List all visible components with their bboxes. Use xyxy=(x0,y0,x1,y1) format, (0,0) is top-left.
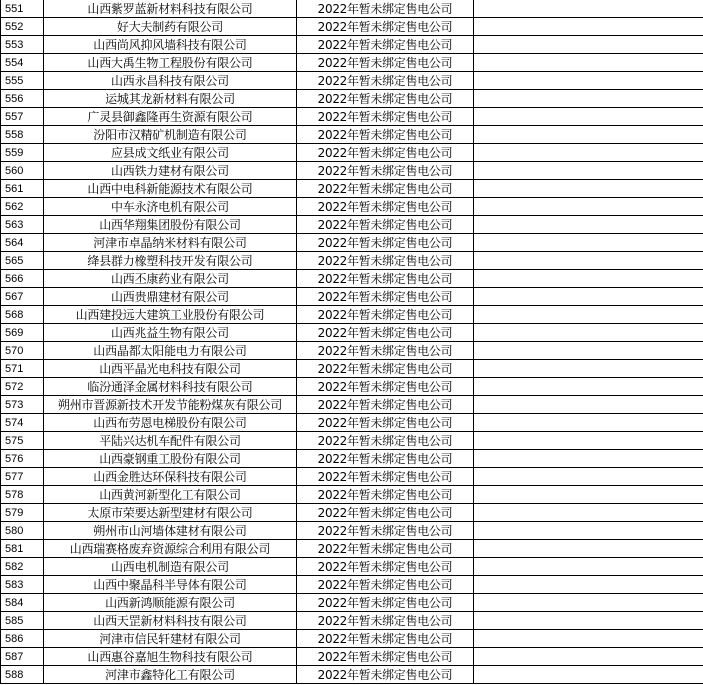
empty-cell xyxy=(474,342,703,360)
company-name-cell: 山西电机制造有限公司 xyxy=(44,558,297,576)
company-name-cell: 山西黄河新型化工有限公司 xyxy=(44,486,297,504)
row-number-cell: 555 xyxy=(1,72,44,90)
binding-status-cell: 2022年暂未绑定售电公司 xyxy=(297,108,474,126)
company-name-cell: 山西新鸿顺能源有限公司 xyxy=(44,594,297,612)
binding-status-cell: 2022年暂未绑定售电公司 xyxy=(297,504,474,522)
empty-cell xyxy=(474,72,703,90)
table-row xyxy=(1,432,703,450)
binding-status-cell: 2022年暂未绑定售电公司 xyxy=(297,252,474,270)
empty-cell xyxy=(474,126,703,144)
company-name-cell: 山西华翔集团股份有限公司 xyxy=(44,216,297,234)
row-number-cell: 559 xyxy=(1,144,44,162)
company-name-cell: 山西永昌科技有限公司 xyxy=(44,72,297,90)
table-row xyxy=(1,594,703,612)
table-row xyxy=(1,558,703,576)
binding-status-cell: 2022年暂未绑定售电公司 xyxy=(297,180,474,198)
table-row xyxy=(1,414,703,432)
company-name-cell: 应县成文纸业有限公司 xyxy=(44,144,297,162)
table-row xyxy=(1,72,703,90)
empty-cell xyxy=(474,90,703,108)
empty-cell xyxy=(474,450,703,468)
empty-cell xyxy=(474,324,703,342)
table-row xyxy=(1,216,703,234)
table-row xyxy=(1,90,703,108)
table-row xyxy=(1,270,703,288)
empty-cell xyxy=(474,18,703,36)
empty-cell xyxy=(474,360,703,378)
row-number-cell: 584 xyxy=(1,594,44,612)
row-number-cell: 552 xyxy=(1,18,44,36)
row-number-cell: 572 xyxy=(1,378,44,396)
binding-status-cell: 2022年暂未绑定售电公司 xyxy=(297,90,474,108)
company-name-cell: 中车永济电机有限公司 xyxy=(44,198,297,216)
company-name-cell: 朔州市山河墙体建材有限公司 xyxy=(44,522,297,540)
row-number-cell: 556 xyxy=(1,90,44,108)
binding-status-cell: 2022年暂未绑定售电公司 xyxy=(297,72,474,90)
company-name-cell: 山西紫罗蓝新材料科技有限公司 xyxy=(44,0,297,18)
row-number-cell: 569 xyxy=(1,324,44,342)
row-number-cell: 580 xyxy=(1,522,44,540)
table-row xyxy=(1,36,703,54)
company-name-cell: 好大夫制药有限公司 xyxy=(44,18,297,36)
binding-status-cell: 2022年暂未绑定售电公司 xyxy=(297,540,474,558)
empty-cell xyxy=(474,522,703,540)
binding-status-cell: 2022年暂未绑定售电公司 xyxy=(297,648,474,666)
binding-status-cell: 2022年暂未绑定售电公司 xyxy=(297,378,474,396)
row-number-cell: 551 xyxy=(1,0,44,18)
table-row xyxy=(1,486,703,504)
row-number-cell: 568 xyxy=(1,306,44,324)
binding-status-cell: 2022年暂未绑定售电公司 xyxy=(297,306,474,324)
company-name-cell: 山西金胜达环保科技有限公司 xyxy=(44,468,297,486)
company-name-cell: 山西布劳恩电梯股份有限公司 xyxy=(44,414,297,432)
row-number-cell: 581 xyxy=(1,540,44,558)
company-name-cell: 山西晶都太阳能电力有限公司 xyxy=(44,342,297,360)
row-number-cell: 565 xyxy=(1,252,44,270)
binding-status-cell: 2022年暂未绑定售电公司 xyxy=(297,594,474,612)
empty-cell xyxy=(474,36,703,54)
row-number-cell: 577 xyxy=(1,468,44,486)
row-number-cell: 586 xyxy=(1,630,44,648)
row-number-cell: 576 xyxy=(1,450,44,468)
table-row xyxy=(1,0,703,18)
company-name-cell: 河津市信民轩建材有限公司 xyxy=(44,630,297,648)
row-number-cell: 553 xyxy=(1,36,44,54)
empty-cell xyxy=(474,414,703,432)
binding-status-cell: 2022年暂未绑定售电公司 xyxy=(297,432,474,450)
company-name-cell: 山西惠谷嘉旭生物科技有限公司 xyxy=(44,648,297,666)
row-number-cell: 554 xyxy=(1,54,44,72)
empty-cell xyxy=(474,306,703,324)
binding-status-cell: 2022年暂未绑定售电公司 xyxy=(297,360,474,378)
row-number-cell: 570 xyxy=(1,342,44,360)
row-number-cell: 563 xyxy=(1,216,44,234)
binding-status-cell: 2022年暂未绑定售电公司 xyxy=(297,162,474,180)
company-name-cell: 山西建投远大建筑工业股份有限公司 xyxy=(44,306,297,324)
row-number-cell: 579 xyxy=(1,504,44,522)
row-number-cell: 561 xyxy=(1,180,44,198)
table-row xyxy=(1,18,703,36)
company-name-cell: 山西兆益生物有限公司 xyxy=(44,324,297,342)
table-row xyxy=(1,360,703,378)
table-row xyxy=(1,504,703,522)
empty-cell xyxy=(474,144,703,162)
empty-cell xyxy=(474,468,703,486)
row-number-cell: 574 xyxy=(1,414,44,432)
empty-cell xyxy=(474,378,703,396)
company-name-cell: 汾阳市汉精矿机制造有限公司 xyxy=(44,126,297,144)
binding-status-cell: 2022年暂未绑定售电公司 xyxy=(297,522,474,540)
table-row xyxy=(1,306,703,324)
binding-status-cell: 2022年暂未绑定售电公司 xyxy=(297,558,474,576)
company-name-cell: 山西贵鼎建材有限公司 xyxy=(44,288,297,306)
binding-status-cell: 2022年暂未绑定售电公司 xyxy=(297,468,474,486)
table-row xyxy=(1,324,703,342)
row-number-cell: 588 xyxy=(1,666,44,684)
row-number-cell: 582 xyxy=(1,558,44,576)
company-name-cell: 山西豪钢重工股份有限公司 xyxy=(44,450,297,468)
row-number-cell: 575 xyxy=(1,432,44,450)
table-row xyxy=(1,576,703,594)
empty-cell xyxy=(474,270,703,288)
empty-cell xyxy=(474,648,703,666)
row-number-cell: 564 xyxy=(1,234,44,252)
table-row xyxy=(1,162,703,180)
binding-status-cell: 2022年暂未绑定售电公司 xyxy=(297,576,474,594)
empty-cell xyxy=(474,0,703,18)
row-number-cell: 560 xyxy=(1,162,44,180)
table-row xyxy=(1,612,703,630)
company-name-cell: 山西瑞赛格废弃资源综合利用有限公司 xyxy=(44,540,297,558)
binding-status-cell: 2022年暂未绑定售电公司 xyxy=(297,18,474,36)
company-name-cell: 山西大禹生物工程股份有限公司 xyxy=(44,54,297,72)
row-number-cell: 566 xyxy=(1,270,44,288)
table-row xyxy=(1,180,703,198)
company-name-cell: 运城其龙新材料有限公司 xyxy=(44,90,297,108)
row-number-cell: 578 xyxy=(1,486,44,504)
table-row xyxy=(1,450,703,468)
company-name-cell: 平陆兴达机车配件有限公司 xyxy=(44,432,297,450)
row-number-cell: 562 xyxy=(1,198,44,216)
binding-status-cell: 2022年暂未绑定售电公司 xyxy=(297,396,474,414)
binding-status-cell: 2022年暂未绑定售电公司 xyxy=(297,0,474,18)
company-name-cell: 广灵县御鑫隆再生资源有限公司 xyxy=(44,108,297,126)
binding-status-cell: 2022年暂未绑定售电公司 xyxy=(297,36,474,54)
table-row xyxy=(1,630,703,648)
table-row xyxy=(1,108,703,126)
company-name-cell: 山西平晶光电科技有限公司 xyxy=(44,360,297,378)
table-row xyxy=(1,468,703,486)
empty-cell xyxy=(474,162,703,180)
table-row xyxy=(1,126,703,144)
empty-cell xyxy=(474,504,703,522)
table-row xyxy=(1,540,703,558)
company-name-cell: 山西尚风抑风墙科技有限公司 xyxy=(44,36,297,54)
empty-cell xyxy=(474,252,703,270)
empty-cell xyxy=(474,666,703,684)
binding-status-cell: 2022年暂未绑定售电公司 xyxy=(297,144,474,162)
company-name-cell: 临汾通泽金属材料科技有限公司 xyxy=(44,378,297,396)
table-row xyxy=(1,234,703,252)
binding-status-cell: 2022年暂未绑定售电公司 xyxy=(297,612,474,630)
row-number-cell: 571 xyxy=(1,360,44,378)
table-row xyxy=(1,648,703,666)
table-row xyxy=(1,522,703,540)
row-number-cell: 557 xyxy=(1,108,44,126)
binding-status-cell: 2022年暂未绑定售电公司 xyxy=(297,54,474,72)
empty-cell xyxy=(474,234,703,252)
table-row xyxy=(1,252,703,270)
empty-cell xyxy=(474,288,703,306)
row-number-cell: 558 xyxy=(1,126,44,144)
row-number-cell: 585 xyxy=(1,612,44,630)
table-row xyxy=(1,144,703,162)
binding-status-cell: 2022年暂未绑定售电公司 xyxy=(297,324,474,342)
table-row xyxy=(1,342,703,360)
row-number-cell: 587 xyxy=(1,648,44,666)
table-body xyxy=(1,0,703,684)
table-row xyxy=(1,54,703,72)
empty-cell xyxy=(474,558,703,576)
company-name-cell: 朔州市晋源新技术开发节能粉煤灰有限公司 xyxy=(44,396,297,414)
company-name-cell: 山西中聚晶科半导体有限公司 xyxy=(44,576,297,594)
binding-status-cell: 2022年暂未绑定售电公司 xyxy=(297,630,474,648)
binding-status-cell: 2022年暂未绑定售电公司 xyxy=(297,270,474,288)
table-row xyxy=(1,378,703,396)
empty-cell xyxy=(474,576,703,594)
company-name-cell: 山西中电科新能源技术有限公司 xyxy=(44,180,297,198)
empty-cell xyxy=(474,396,703,414)
row-number-cell: 573 xyxy=(1,396,44,414)
binding-status-cell: 2022年暂未绑定售电公司 xyxy=(297,414,474,432)
company-name-cell: 绛县群力橡塑科技开发有限公司 xyxy=(44,252,297,270)
binding-status-cell: 2022年暂未绑定售电公司 xyxy=(297,126,474,144)
empty-cell xyxy=(474,54,703,72)
row-number-cell: 583 xyxy=(1,576,44,594)
row-number-cell: 567 xyxy=(1,288,44,306)
empty-cell xyxy=(474,216,703,234)
binding-status-cell: 2022年暂未绑定售电公司 xyxy=(297,198,474,216)
empty-cell xyxy=(474,108,703,126)
company-name-cell: 河津市鑫特化工有限公司 xyxy=(44,666,297,684)
table-row xyxy=(1,288,703,306)
empty-cell xyxy=(474,612,703,630)
table-row xyxy=(1,198,703,216)
empty-cell xyxy=(474,180,703,198)
binding-status-cell: 2022年暂未绑定售电公司 xyxy=(297,234,474,252)
company-name-cell: 山西丕康药业有限公司 xyxy=(44,270,297,288)
table-row xyxy=(1,666,703,684)
binding-status-cell: 2022年暂未绑定售电公司 xyxy=(297,450,474,468)
company-name-cell: 河津市卓晶纳米材料有限公司 xyxy=(44,234,297,252)
binding-status-cell: 2022年暂未绑定售电公司 xyxy=(297,486,474,504)
binding-status-cell: 2022年暂未绑定售电公司 xyxy=(297,342,474,360)
binding-status-cell: 2022年暂未绑定售电公司 xyxy=(297,288,474,306)
company-name-cell: 太原市荣要达新型建材有限公司 xyxy=(44,504,297,522)
empty-cell xyxy=(474,198,703,216)
empty-cell xyxy=(474,630,703,648)
company-name-cell: 山西铁力建材有限公司 xyxy=(44,162,297,180)
table-row xyxy=(1,396,703,414)
empty-cell xyxy=(474,540,703,558)
binding-status-cell: 2022年暂未绑定售电公司 xyxy=(297,666,474,684)
empty-cell xyxy=(474,432,703,450)
company-name-cell: 山西天罡新材料科技有限公司 xyxy=(44,612,297,630)
empty-cell xyxy=(474,594,703,612)
empty-cell xyxy=(474,486,703,504)
binding-status-cell: 2022年暂未绑定售电公司 xyxy=(297,216,474,234)
